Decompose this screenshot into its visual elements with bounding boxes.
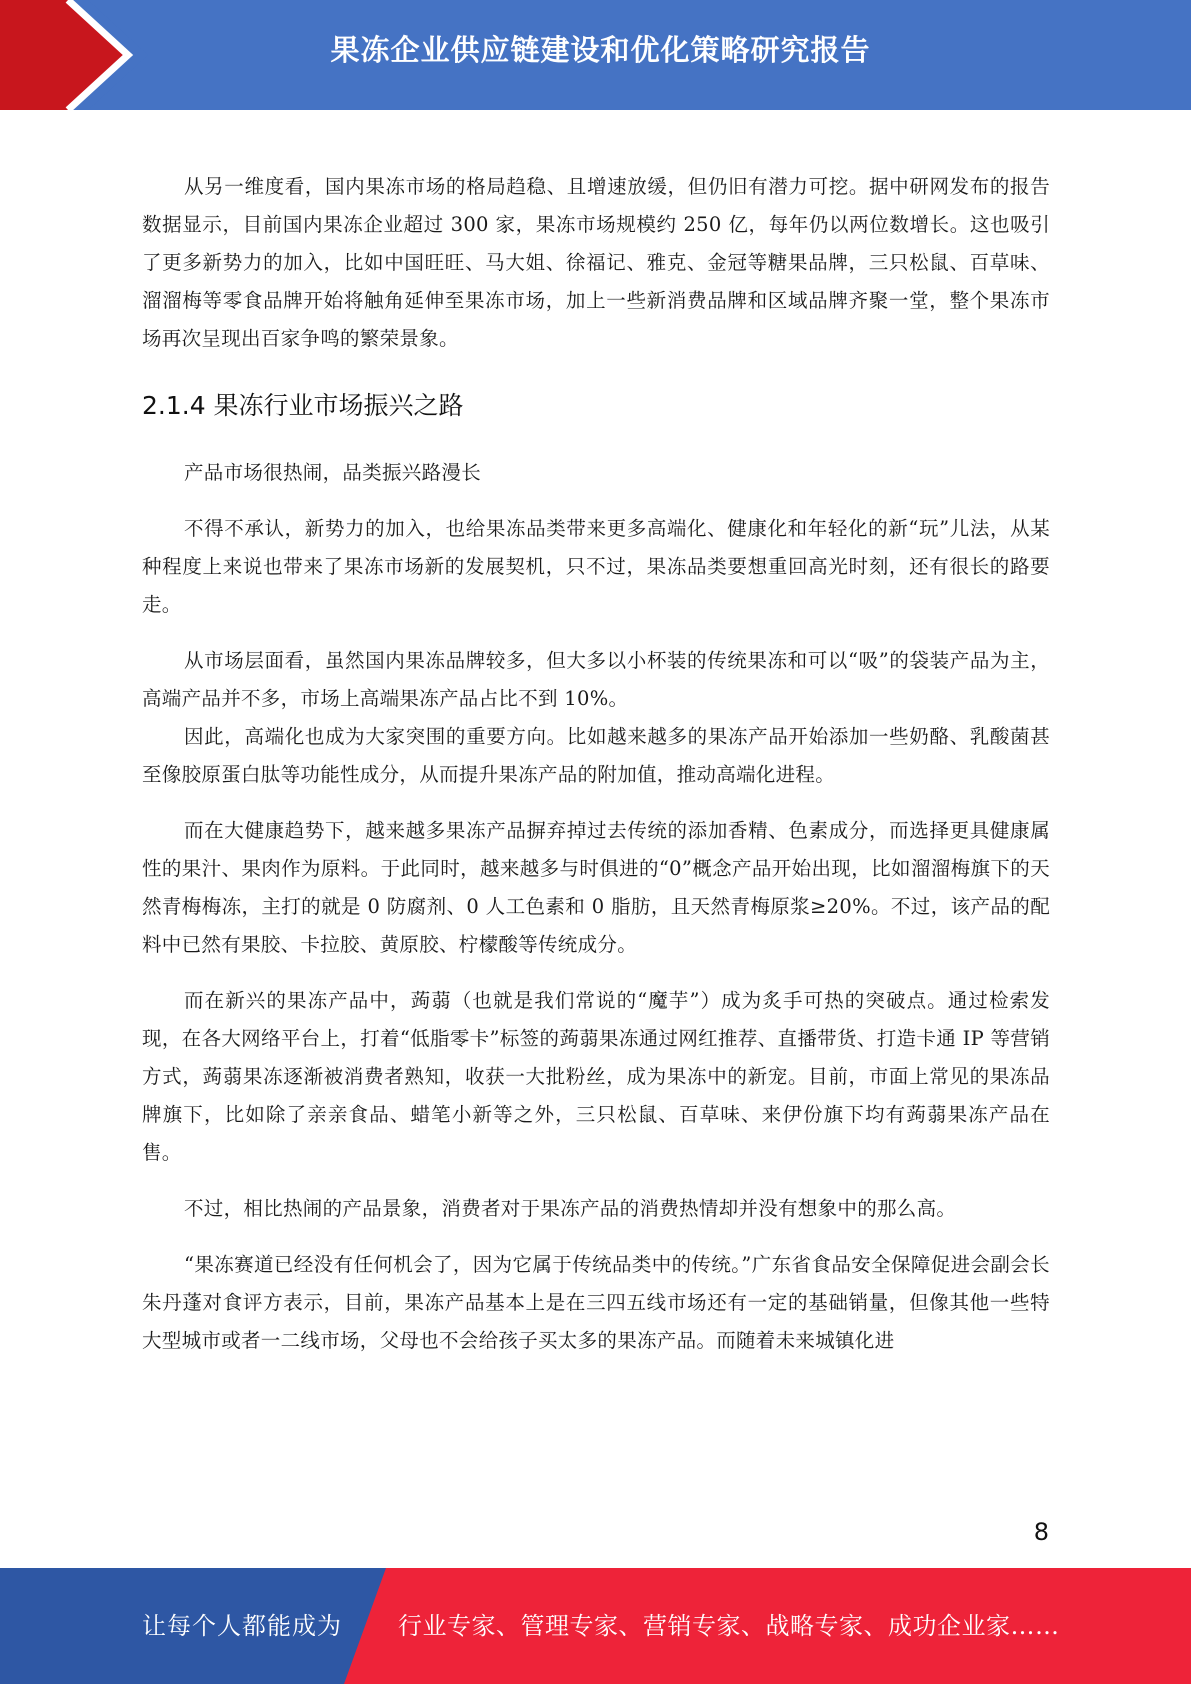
- paragraph-premiumization: 因此，高端化也成为大家突围的重要方向。比如越来越多的果冻产品开始添加一些奶酪、乳酸菌甚至像胶原蛋白肽等功能性成分，从而提升果冻产品的附加值，推动高端化进程。: [142, 725, 1050, 786]
- page-footer: [0, 1568, 1191, 1684]
- paragraph-health-trend: 而在大健康趋势下，越来越多果冻产品摒弃掉过去传统的添加香精、色素成分，而选择更具健康属性的果汁、果肉作为原料。于此同时，越来越多与时俱进的“0”概念产品开始出现，比如溜溜梅旗下的天然青梅梅冻，主打的就是 0 防腐剂、0 人工色素和 0 脂肪，且天然青梅原浆≥20%。不过，该产品的配料中已然有果胶、卡拉胶、黄原胶、柠檬酸等传统成分。: [142, 819, 1050, 956]
- paragraph-market-landscape: 从另一维度看，国内果冻市场的格局趋稳、且增速放缓，但仍旧有潜力可挖。据中研网发布的报告数据显示，目前国内果冻企业超过 300 家，果冻市场规模约 250 亿，每年仍以两位数增长。这也吸引了更多新势力的加入，比如中国旺旺、马大姐、徐福记、雅克、金冠等糖果品牌，三只松鼠、百草味、溜溜梅等零食品牌开始将触角延伸至果冻市场，加上一些新消费品牌和区域品牌齐聚一堂，整个果冻市场再次呈现出百家争鸣的繁荣景象。: [142, 175, 1050, 350]
- paragraph-subtitle: 产品市场很热闹，品类振兴路漫长: [184, 461, 482, 484]
- page-header: [0, 0, 1191, 110]
- footer-slogan-left: 让每个人都能成为: [142, 1612, 342, 1640]
- section-heading: 2.1.4 果冻行业市场振兴之路: [142, 391, 464, 420]
- report-title: 果冻企业供应链建设和优化策略研究报告: [330, 33, 871, 67]
- footer-slogan-right: 行业专家、管理专家、营销专家、战略专家、成功企业家……: [398, 1612, 1060, 1640]
- paragraph-market-level: 从市场层面看，虽然国内果冻品牌较多，但大多以小杯装的传统果冻和可以“吸”的袋装产品为主，高端产品并不多，市场上高端果冻产品占比不到 10%。: [142, 649, 1050, 710]
- paragraph-consumer-enthusiasm: 不过，相比热闹的产品景象，消费者对于果冻产品的消费热情却并没有想象中的那么高。: [184, 1197, 957, 1220]
- document-body: [142, 168, 1050, 1360]
- paragraph-konjac: 而在新兴的果冻产品中，蒟蒻（也就是我们常说的“魔芋”）成为炙手可热的突破点。通过检索发现，在各大网络平台上，打着“低脂零卡”标签的蒟蒻果冻通过网红推荐、直播带货、打造卡通 IP 等营销方式，蒟蒻果冻逐渐被消费者熟知，收获一大批粉丝，成为果冻中的新宠。目前，市面上常见的果冻品牌旗下，比如除了亲亲食品、蜡笔小新等之外，三只松鼠、百草味、来伊份旗下均有蒟蒻果冻产品在售。: [142, 989, 1050, 1164]
- paragraph-new-forces: 不得不承认，新势力的加入，也给果冻品类带来更多高端化、健康化和年轻化的新“玩”儿法，从某种程度上来说也带来了果冻市场新的发展契机，只不过，果冻品类要想重回高光时刻，还有很长的路要走。: [142, 517, 1050, 616]
- page-number: 8: [1033, 1518, 1049, 1546]
- header-arrow-decoration: [0, 0, 160, 110]
- paragraph-expert-quote: “果冻赛道已经没有任何机会了，因为它属于传统品类中的传统。”广东省食品安全保障促进会副会长朱丹蓬对食评方表示，目前，果冻产品基本上是在三四五线市场还有一定的基础销量，但像其他一些特大型城市或者一二线市场，父母也不会给孩子买太多的果冻产品。而随着未来城镇化进: [142, 1253, 1050, 1352]
